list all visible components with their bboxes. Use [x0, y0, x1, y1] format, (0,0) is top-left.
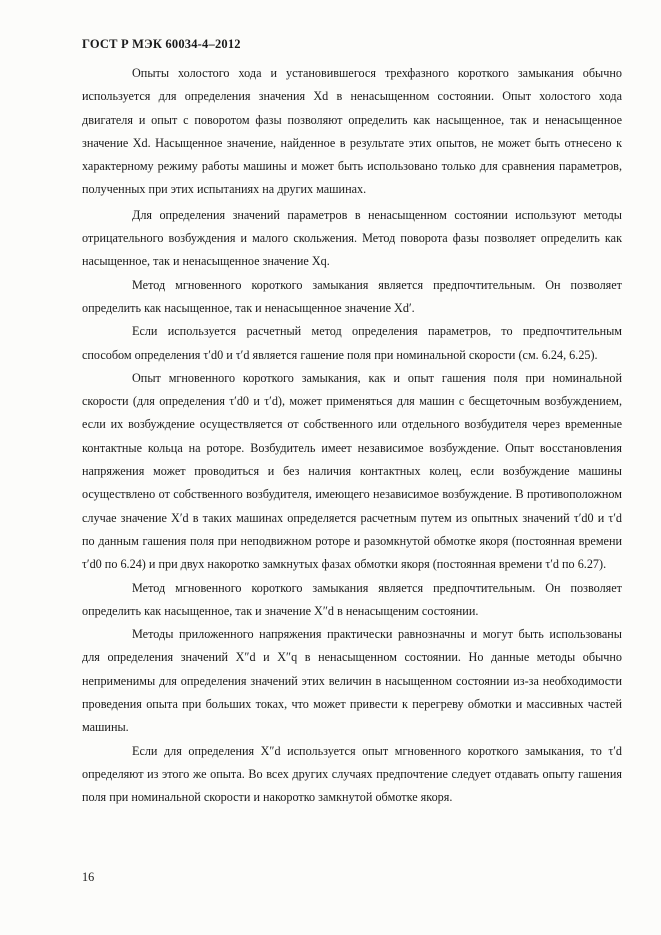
- paragraph-1: Опыты холостого хода и установившегося трехфазного короткого замыкания обычно используется для определения значения Xd в ненасыщенном состоянии. Опыт холостого хода двигателя и опыт с поворотом фазы позволяют определить как насыщенное, так и ненасыщенное значение Xd. Насыщенное значение, найденное в результате этих опытов, не может быть отнесено к характерному режиму работы машины и может быть использовано только для сравнения параметров, полученных при этих испытаниях на других машинах.: [82, 66, 622, 197]
- paragraph-4: Если используется расчетный метод определения параметров, то предпочтительным способом определения τ′d0 и τ′d является гашение поля при номинальной скорости (см. 6.24, 6.25).: [82, 324, 622, 362]
- paragraph-8: Если для определения X″d используется опыт мгновенного короткого замыкания, то τ′d определяют из этого же опыта. Во всех других случаях предпочтение следует отдавать опыту гашения поля при номинальной скорости и накоротко замкнутой обмотке якоря.: [82, 743, 622, 805]
- document-header: ГОСТ Р МЭК 60034-4–2012: [82, 37, 241, 51]
- paragraph-5: Опыт мгновенного короткого замыкания, как и опыт гашения поля при номинальной скорости (для определения τ′d0 и τ′d), может применяться для машин с бесщеточным возбуждением, если их возбуждение осуществляется от собственного или отдельного возбудителя через временные контактные кольца на роторе. Возбудитель имеет независимое возбуждение. Опыт восстановления напряжения может проводиться и без наличия контактных колец, если возбуждение машины осуществлено от собственного возбудителя, имеющего независимое возбуждение. В противоположном случае значение X′d в таких машинах определяется расчетным путем из опытных значений τ′d0 и τ′d по данным гашения поля при неподвижном роторе и разомкнутой обмотке якоря (постоянная времени τ′d0 по 6.24) и при двух накоротко замкнутых фазах обмотки якоря (постоянная времени τ′d по 6.27).: [82, 370, 622, 572]
- paragraph-7: Методы приложенного напряжения практически равнозначны и могут быть использованы для определения значений X″d и X″q в ненасыщенном состоянии. Но данные методы обычно неприменимы для определения значений этих величин в насыщенном состоянии из-за необходимости проведения опыта при больших токах, что может привести к перегреву обмотки и массивных частей машины.: [82, 627, 622, 735]
- paragraph-6: Метод мгновенного короткого замыкания является предпочтительным. Он позволяет определить как насыщенное, так и значение X″d в ненасыщеним состоянии.: [82, 580, 622, 618]
- page-number: 16: [82, 870, 95, 884]
- paragraph-2: Для определения значений параметров в ненасыщенном состоянии используют методы отрицательного возбуждения и малого скольжения. Метод поворота фазы позволяет определить как насыщенное, так и ненасыщенное значение Xq.: [82, 207, 622, 269]
- document-body: [82, 62, 622, 810]
- paragraph-3: Метод мгновенного короткого замыкания является предпочтительным. Он позволяет определить как насыщенное, так и ненасыщенное значение Xd′.: [82, 277, 622, 315]
